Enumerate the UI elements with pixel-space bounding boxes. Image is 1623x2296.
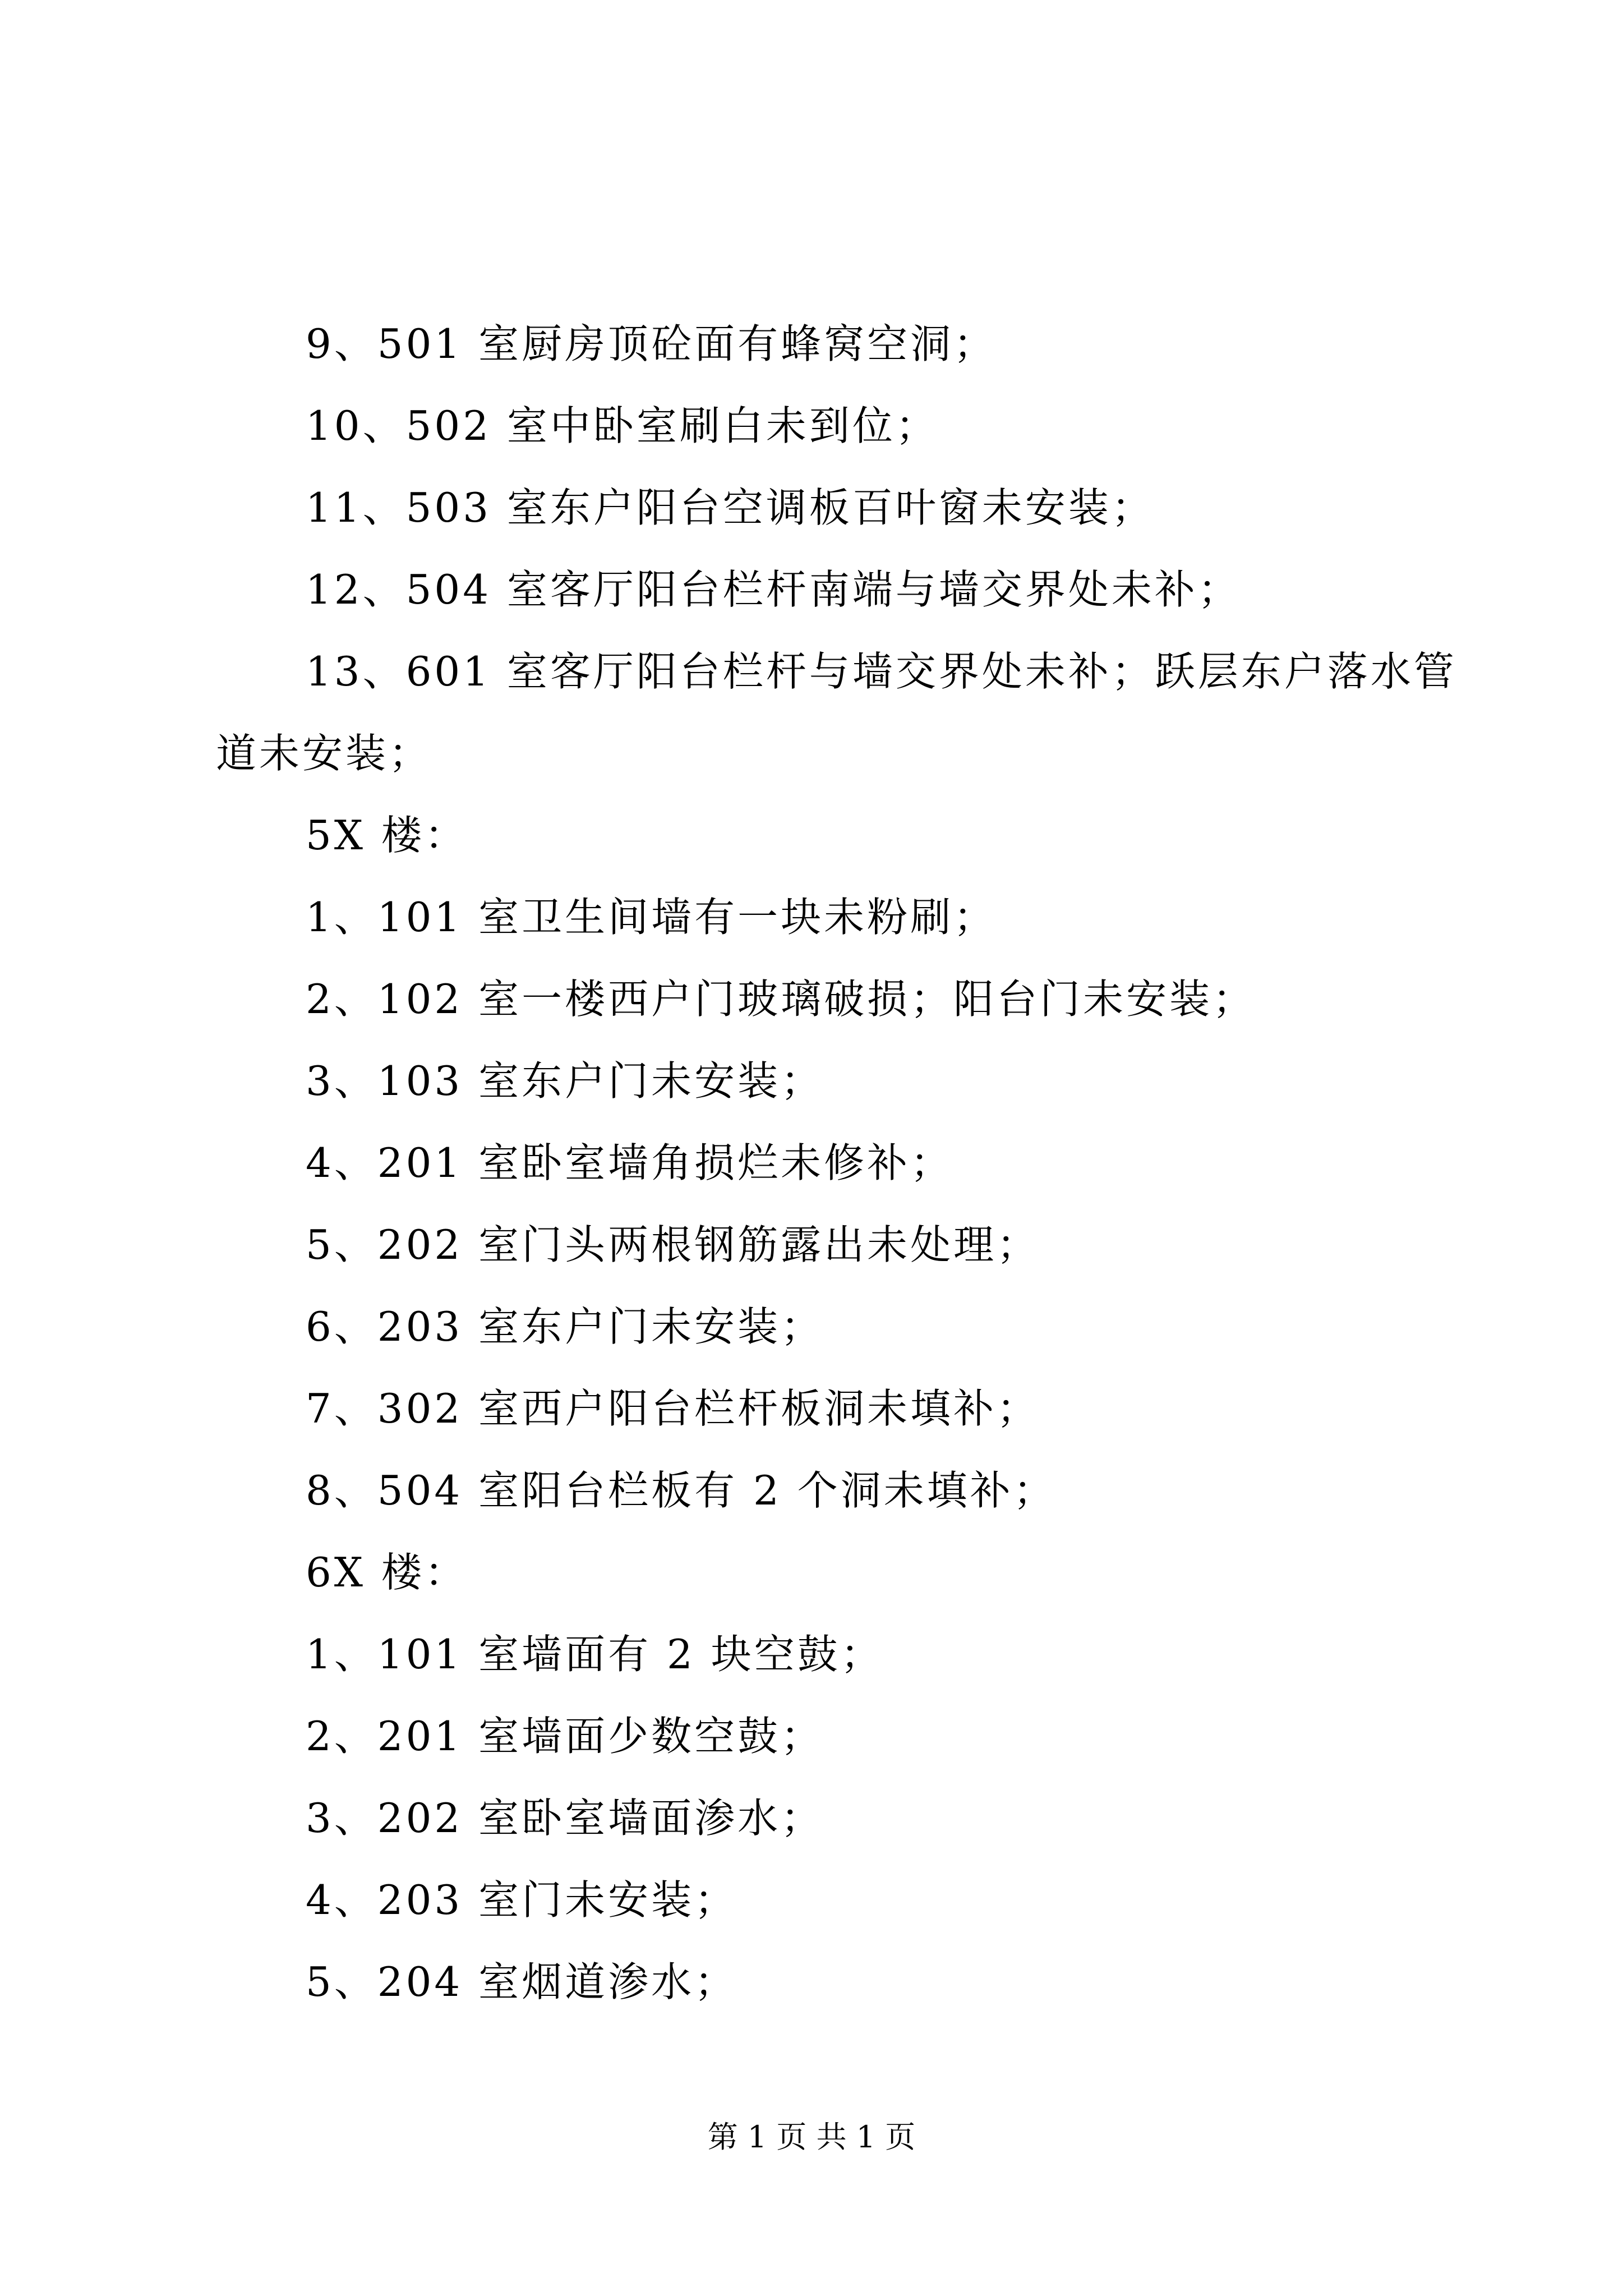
list-item: 11、503 室东户阳台空调板百叶窗未安装； <box>306 484 1155 531</box>
list-item: 2、201 室墙面少数空鼓； <box>306 1713 824 1760</box>
list-item: 4、201 室卧室墙角损烂未修补； <box>306 1139 954 1186</box>
list-item: 12、504 室客厅阳台栏杆南端与墙交界处未补； <box>306 566 1241 613</box>
page-footer: 第 1 页 共 1 页 <box>707 2119 916 2155</box>
section-heading-6x: 6X 楼： <box>306 1549 468 1596</box>
list-item: 1、101 室墙面有 2 块空鼓； <box>306 1631 884 1678</box>
document-body <box>216 303 1457 2023</box>
list-item: 5、204 室烟道渗水； <box>306 1958 738 2005</box>
list-item: 9、501 室厨房顶砼面有蜂窝空洞； <box>306 320 997 367</box>
list-item: 7、302 室西户阳台栏杆板洞未填补； <box>306 1385 1040 1432</box>
list-item: 2、102 室一楼西户门玻璃破损；阳台门未安装； <box>306 976 1256 1023</box>
list-item: 5、202 室门头两根钢筋露出未处理； <box>306 1221 1040 1268</box>
list-item: 6、203 室东户门未安装； <box>306 1303 824 1350</box>
list-item: 3、103 室东户门未安装； <box>306 1057 824 1105</box>
list-item: 3、202 室卧室墙面渗水； <box>306 1795 824 1842</box>
section-heading-5x: 5X 楼： <box>306 812 468 859</box>
list-item: 10、502 室中卧室刷白未到位； <box>306 402 939 449</box>
list-item: 4、203 室门未安装； <box>306 1876 738 1924</box>
list-item: 13、601 室客厅阳台栏杆与墙交界处未补；跃层东户落水管 <box>306 648 1457 695</box>
list-item: 8、504 室阳台栏板有 2 个洞未填补； <box>306 1467 1057 1514</box>
list-item-continuation: 道未安装； <box>216 730 432 777</box>
list-item: 1、101 室卫生间墙有一块未粉刷； <box>306 894 997 941</box>
